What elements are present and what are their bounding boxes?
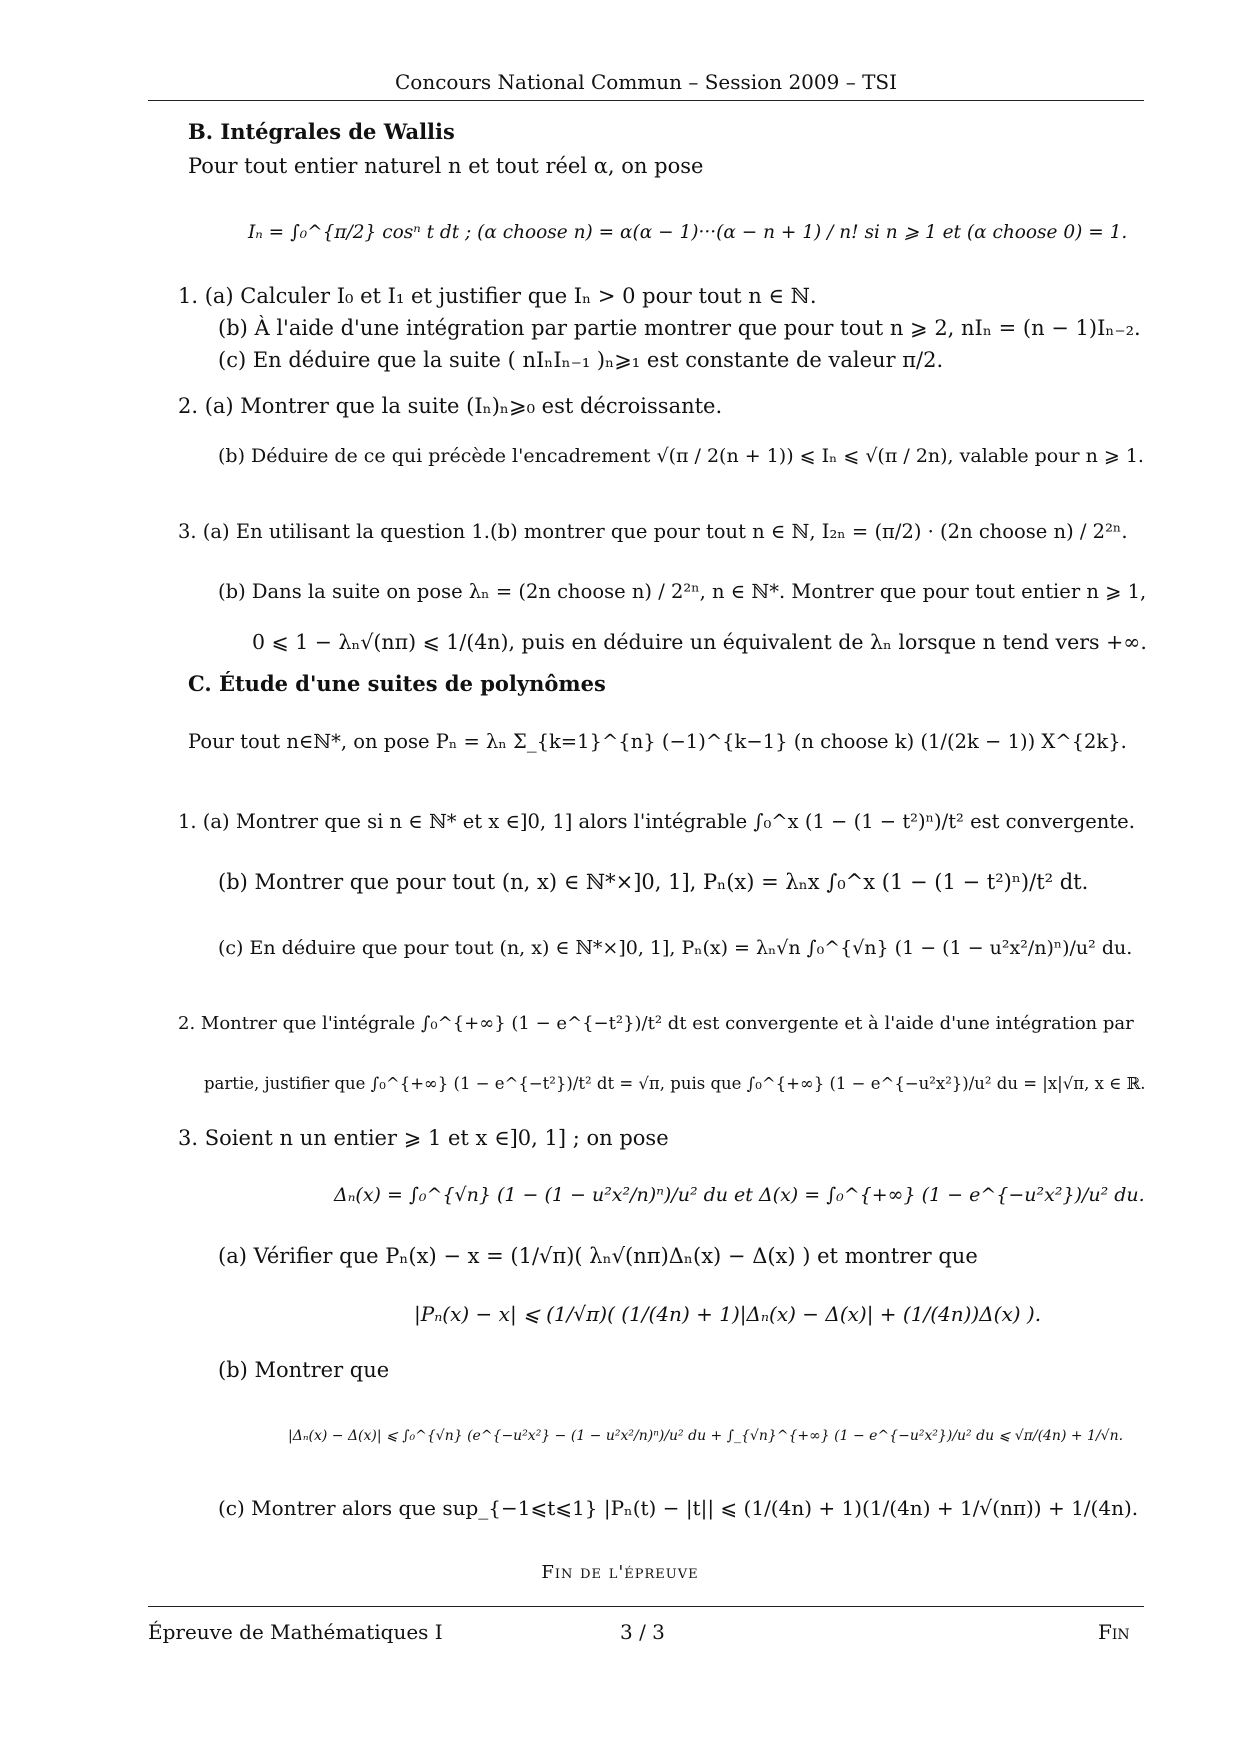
b-question-2a: 2. (a) Montrer que la suite (Iₙ)ₙ⩾₀ est décroissante. bbox=[178, 394, 723, 418]
footer-title: Épreuve de Mathématiques I bbox=[148, 1620, 443, 1644]
footer-rule bbox=[148, 1606, 1144, 1607]
header-rule bbox=[148, 100, 1144, 101]
section-c-intro: Pour tout n∈ℕ*, on pose Pₙ = λₙ Σ_{k=1}^{n} (−1)^{k−1} (n choose k) (1/(2k − 1)) X^{2k}. bbox=[188, 730, 1127, 753]
section-b-title: B. Intégrales de Wallis bbox=[188, 119, 455, 144]
b-question-3b-line2: 0 ⩽ 1 − λₙ√(nπ) ⩽ 1/(4n), puis en déduire un équivalent de λₙ lorsque n tend vers +∞. bbox=[252, 630, 1147, 654]
page-number: 3 / 3 bbox=[620, 1620, 665, 1644]
footer-fin: Fin bbox=[1098, 1620, 1130, 1644]
c-question-1c: (c) En déduire que pour tout (n, x) ∈ ℕ*×]0, 1], Pₙ(x) = λₙ√n ∫₀^{√n} (1 − (1 − u²x²/n)ⁿ)/u² du. bbox=[218, 937, 1133, 959]
section-c-title: C. Étude d'une suites de polynômes bbox=[188, 671, 606, 696]
b-question-3b-line1: (b) Dans la suite on pose λₙ = (2n choose n) / 2²ⁿ, n ∈ ℕ*. Montrer que pour tout entier n ⩾ 1, bbox=[218, 580, 1147, 603]
c-question-3a-inequality: |Pₙ(x) − x| ⩽ (1/√π)( (1/(4n) + 1)|Δₙ(x) − Δ(x)| + (1/(4n))Δ(x) ). bbox=[414, 1302, 1042, 1326]
b-question-1b: (b) À l'aide d'une intégration par partie montrer que pour tout n ⩾ 2, nIₙ = (n − 1)Iₙ₋₂. bbox=[218, 316, 1141, 340]
b-question-3a: 3. (a) En utilisant la question 1.(b) montrer que pour tout n ∈ ℕ, I₂ₙ = (π/2) · (2n choose n) / 2²ⁿ. bbox=[178, 520, 1128, 543]
b-question-1a: 1. (a) Calculer I₀ et I₁ et justifier que Iₙ > 0 pour tout n ∈ ℕ. bbox=[178, 284, 817, 308]
b-question-2b: (b) Déduire de ce qui précède l'encadrement √(π / 2(n + 1)) ⩽ Iₙ ⩽ √(π / 2n), valable pour n ⩾ 1. bbox=[218, 445, 1144, 467]
c-question-3: 3. Soient n un entier ⩾ 1 et x ∈]0, 1] ; on pose bbox=[178, 1126, 669, 1150]
c-question-3b-inequality: |Δₙ(x) − Δ(x)| ⩽ ∫₀^{√n} (e^{−u²x²} − (1 − u²x²/n)ⁿ)/u² du + ∫_{√n}^{+∞} (1 − e^{−u²x²})/u² du ⩽ √π/(4n) + 1/√n. bbox=[288, 1428, 1124, 1444]
c-question-1b: (b) Montrer que pour tout (n, x) ∈ ℕ*×]0, 1], Pₙ(x) = λₙx ∫₀^x (1 − (1 − t²)ⁿ)/t² dt. bbox=[218, 870, 1089, 894]
c-question-3a-line1: (a) Vérifier que Pₙ(x) − x = (1/√π)( λₙ√(nπ)Δₙ(x) − Δ(x) ) et montrer que bbox=[218, 1244, 978, 1268]
c-question-1a: 1. (a) Montrer que si n ∈ ℕ* et x ∈]0, 1] alors l'intégrable ∫₀^x (1 − (1 − t²)ⁿ)/t² est convergente. bbox=[178, 810, 1135, 833]
section-b-intro: Pour tout entier naturel n et tout réel α, on pose bbox=[188, 154, 704, 178]
wallis-definition: Iₙ = ∫₀^{π/2} cosⁿ t dt ; (α choose n) = α(α − 1)···(α − n + 1) / n! si n ⩾ 1 et (α choose 0) = 1. bbox=[248, 222, 1128, 243]
c-question-3b-line1: (b) Montrer que bbox=[218, 1358, 390, 1382]
end-of-exam: Fin de l'épreuve bbox=[541, 1562, 699, 1583]
delta-definitions: Δₙ(x) = ∫₀^{√n} (1 − (1 − u²x²/n)ⁿ)/u² du et Δ(x) = ∫₀^{+∞} (1 − e^{−u²x²})/u² du. bbox=[334, 1184, 1145, 1206]
page-header: Concours National Commun – Session 2009 – TSI bbox=[394, 70, 898, 94]
c-question-2-line2: partie, justifier que ∫₀^{+∞} (1 − e^{−t²})/t² dt = √π, puis que ∫₀^{+∞} (1 − e^{−u²x²})/u² du = |x|√π, x ∈ ℝ. bbox=[204, 1074, 1146, 1093]
b-question-1c: (c) En déduire que la suite ( nIₙIₙ₋₁ )ₙ⩾₁ est constante de valeur π/2. bbox=[218, 348, 944, 372]
c-question-2-line1: 2. Montrer que l'intégrale ∫₀^{+∞} (1 − e^{−t²})/t² dt est convergente et à l'aide d'une intégration par bbox=[178, 1013, 1134, 1034]
c-question-3c: (c) Montrer alors que sup_{−1⩽t⩽1} |Pₙ(t) − |t|| ⩽ (1/(4n) + 1)(1/(4n) + 1/√(nπ)) + 1/(4n). bbox=[218, 1496, 1139, 1520]
